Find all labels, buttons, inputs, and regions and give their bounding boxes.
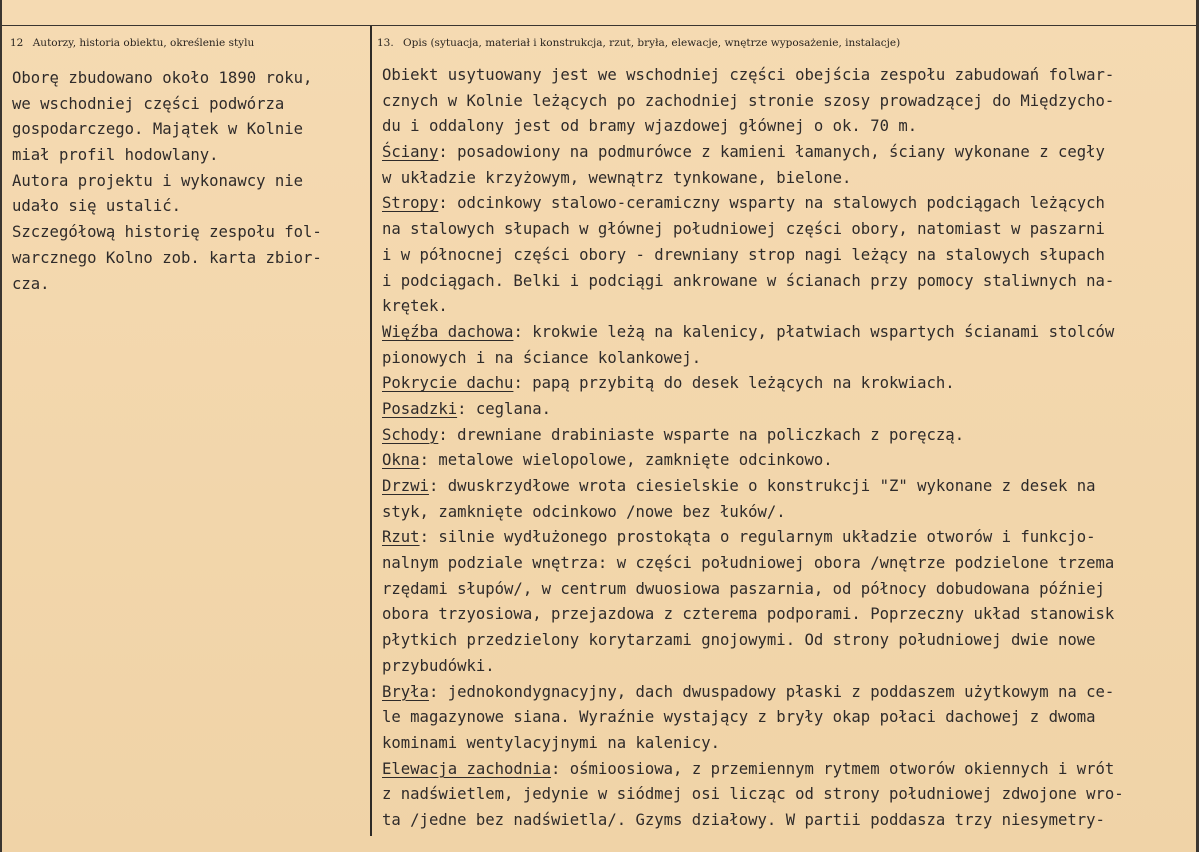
card-left-edge bbox=[0, 0, 2, 852]
right-text-line bbox=[382, 294, 1124, 320]
right-text-line bbox=[382, 731, 1124, 757]
section-text: na stalowych słupach w głównej południowej części obory, natomiast w paszarni bbox=[382, 220, 1105, 239]
right-text-line bbox=[382, 757, 1124, 783]
left-text-line: warcznego Kolno zob. karta zbior- bbox=[12, 248, 322, 267]
section-text: : ceglana. bbox=[457, 399, 551, 418]
section-text: styk, zamknięte odcinkowo /nowe bez łuków/. bbox=[382, 502, 786, 521]
section-text: : papą przybitą do desek leżących na krokwiach. bbox=[513, 374, 955, 393]
left-text-line: Oborę zbudowano około 1890 roku, bbox=[12, 69, 313, 87]
right-text-line bbox=[382, 423, 1124, 449]
section-text: pionowych i na ściance kolankowej. bbox=[382, 348, 702, 367]
section-text: : krokwie leżą na kalenicy, płatwiach wspartych ścianami stolców bbox=[513, 322, 1115, 341]
left-text-line: cza. bbox=[12, 274, 50, 293]
section-heading: Ściany bbox=[382, 143, 439, 162]
left-typed-text bbox=[12, 66, 322, 297]
section-text: płytkich przedzielony korytarzami gnojowymi. Od strony południowej dwie nowe bbox=[382, 631, 1096, 650]
section-text: : ośmioosiowa, z przemiennym rytmem otworów okiennych i wrót bbox=[551, 759, 1115, 778]
section-text: krętek. bbox=[382, 297, 448, 316]
left-text-line: we wschodniej części podwórza bbox=[12, 94, 285, 113]
right-section-header bbox=[377, 37, 900, 49]
section-heading: Schody bbox=[382, 425, 439, 444]
right-text-line bbox=[382, 448, 1124, 474]
left-section-number: 12 bbox=[10, 37, 24, 49]
right-text-line bbox=[382, 269, 1124, 295]
left-text-line: Autora projektu i wykonawcy nie bbox=[12, 171, 304, 190]
section-text: : jednokondygnacyjny, dach dwuspadowy płaski z poddaszem użytkowym na ce- bbox=[428, 682, 1115, 701]
right-section-number: 13. bbox=[377, 37, 394, 49]
section-text: rzędami słupów/, w centrum dwuosiowa paszarnia, od północy dobudowana później bbox=[382, 579, 1105, 598]
right-text-line bbox=[382, 782, 1124, 808]
section-text: : odcinkowy stalowo-ceramiczny wsparty na stalowych podciągach leżących bbox=[438, 194, 1105, 213]
right-section-title: Opis (sytuacja, materiał i konstrukcja, rzut, bryła, elewacje, wnętrze wyposażenie, instalacje) bbox=[403, 37, 901, 49]
section-text: i w północnej części obory - drewniany strop nagi leżący na stalowych słupach bbox=[382, 245, 1105, 264]
right-text-line bbox=[382, 808, 1124, 834]
right-text-line bbox=[382, 474, 1124, 500]
section-heading: Pokrycie dachu bbox=[382, 374, 514, 393]
section-text: przybudówki. bbox=[382, 656, 495, 675]
right-text-line bbox=[382, 89, 1124, 115]
section-text: nalnym podziale wnętrza: w części południowej obora /wnętrze podzielone trzema bbox=[382, 554, 1115, 573]
column-divider bbox=[370, 26, 372, 836]
section-text: : drewniane drabiniaste wsparte na policzkach z poręczą. bbox=[438, 425, 965, 444]
left-text-line: miał profil hodowlany. bbox=[12, 146, 219, 165]
right-text-line bbox=[382, 397, 1124, 423]
section-text: le magazynowe siana. Wyraźnie wystający z bryły okap połaci dachowej z dwoma bbox=[382, 708, 1096, 727]
section-text: i podciągach. Belki i podciągi ankrowane w ścianach przy pomocy staliwnych na- bbox=[382, 271, 1115, 290]
section-heading: Bryła bbox=[382, 682, 429, 701]
right-text-line bbox=[382, 371, 1124, 397]
right-text-line bbox=[382, 346, 1124, 372]
section-heading: Rzut bbox=[382, 528, 420, 547]
right-text-line bbox=[382, 217, 1124, 243]
right-text-line bbox=[382, 577, 1124, 603]
right-text-line bbox=[382, 243, 1124, 269]
right-text-line bbox=[382, 114, 1124, 140]
left-text-line: gospodarczego. Majątek w Kolnie bbox=[12, 120, 304, 139]
section-text: cznych w Kolnie leżących po zachodniej stronie szosy prowadzącej do Międzycho- bbox=[382, 91, 1115, 110]
section-text: ta /jedne bez nadświetla/. Gzyms działowy. W partii poddasza trzy niesymetry- bbox=[382, 810, 1105, 829]
left-section-header bbox=[10, 37, 254, 49]
right-text-line bbox=[382, 525, 1124, 551]
right-text-line bbox=[382, 140, 1124, 166]
right-text-line bbox=[382, 63, 1124, 89]
right-text-line bbox=[382, 602, 1124, 628]
section-text: obora trzyosiowa, przejazdowa z czterema podporami. Poprzeczny układ stanowisk bbox=[382, 605, 1115, 624]
right-text-line bbox=[382, 705, 1124, 731]
section-text: z nadświetlem, jedynie w siódmej osi licząc od strony południowej zdwojone wro- bbox=[382, 785, 1124, 804]
section-text: Obiekt usytuowany jest we wschodniej części obejścia zespołu zabudowań folwar- bbox=[382, 66, 1115, 84]
section-heading: Drzwi bbox=[382, 477, 429, 495]
right-text-line bbox=[382, 320, 1124, 346]
right-text-line bbox=[382, 166, 1124, 192]
section-heading: Posadzki bbox=[382, 399, 458, 418]
left-text-line: udało się ustalić. bbox=[12, 197, 181, 216]
section-text: : posadowiony na podmurówce z kamieni łamanych, ściany wykonane z cegły bbox=[438, 143, 1105, 162]
section-text: du i oddalony jest od bramy wjazdowej głównej o ok. 70 m. bbox=[382, 117, 918, 136]
section-heading: Okna bbox=[382, 451, 420, 470]
right-text-line bbox=[382, 680, 1124, 706]
right-text-line bbox=[382, 654, 1124, 680]
section-heading: Stropy bbox=[382, 194, 439, 213]
right-text-line bbox=[382, 628, 1124, 654]
section-text: : silnie wydłużonego prostokąta o regularnym układzie otworów i funkcjo- bbox=[419, 528, 1096, 547]
right-typed-text bbox=[382, 63, 1124, 834]
section-text: w układzie krzyżowym, wewnątrz tynkowane, bielone. bbox=[382, 168, 852, 187]
right-text-line bbox=[382, 500, 1124, 526]
left-section-title: Autorzy, historia obiektu, określenie stylu bbox=[32, 37, 255, 49]
section-heading: Więźba dachowa bbox=[382, 322, 514, 341]
top-rule bbox=[0, 0, 1199, 26]
section-text: : dwuskrzydłowe wrota ciesielskie o konstrukcji "Z" wykonane z desek na bbox=[428, 477, 1096, 495]
right-text-line bbox=[382, 551, 1124, 577]
section-text: kominami wentylacyjnymi na kalenicy. bbox=[382, 733, 720, 752]
section-text: : metalowe wielopolowe, zamknięte odcinkowo. bbox=[419, 451, 833, 470]
right-text-line bbox=[382, 191, 1124, 217]
section-heading: Elewacja zachodnia bbox=[382, 759, 551, 778]
left-text-line: Szczegółową historię zespołu fol- bbox=[12, 223, 322, 242]
